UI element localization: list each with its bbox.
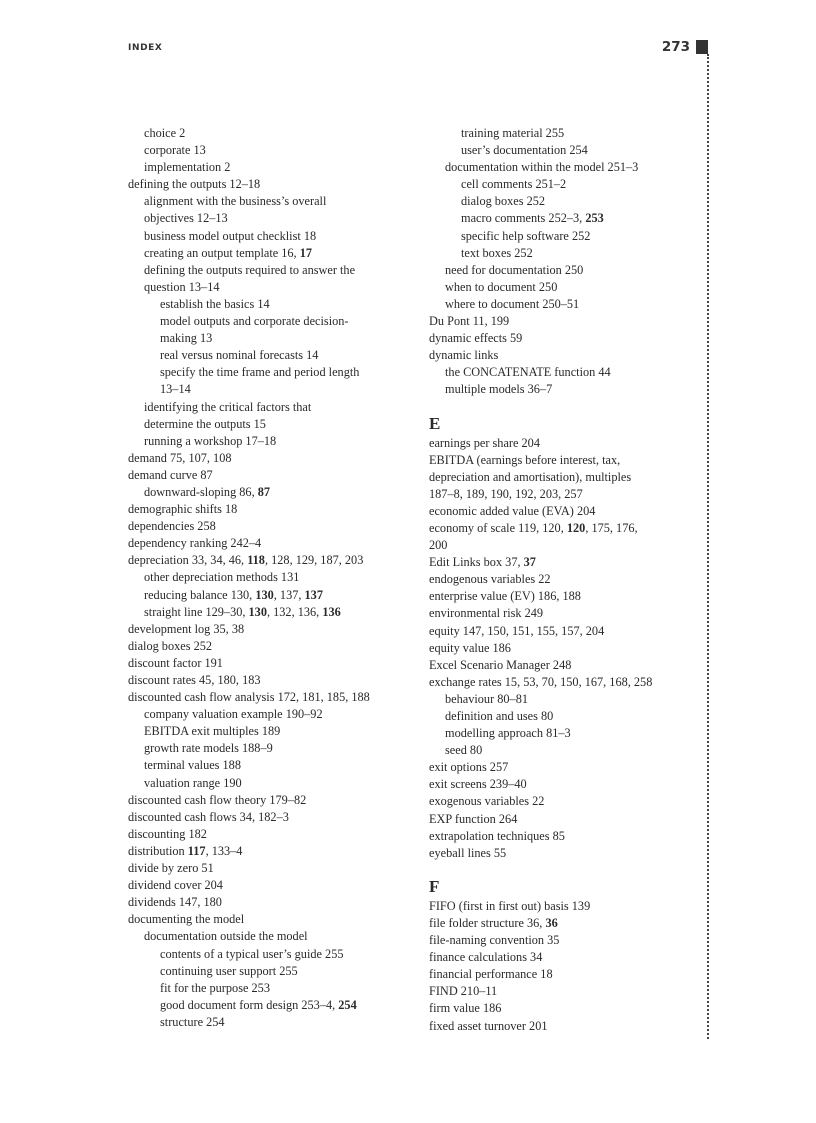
index-entry-text: demand 75, 107, 108 bbox=[128, 450, 232, 465]
index-entry-text: , 133–4 bbox=[205, 843, 243, 858]
index-page-ref-bold: 117 bbox=[187, 843, 206, 858]
index-entry-text: demographic shifts 18 bbox=[128, 502, 238, 517]
running-head: INDEX bbox=[128, 43, 163, 53]
index-entry-text: company valuation example 190–92 bbox=[144, 707, 323, 722]
index-entry bbox=[429, 915, 704, 932]
index-page-ref-bold: 87 bbox=[257, 484, 271, 499]
index-entry-text: exchange rates 15, 53, 70, 150, 167, 168, 258 bbox=[429, 674, 653, 689]
index-entry-text: discounted cash flows 34, 182–3 bbox=[128, 809, 289, 824]
index-entry bbox=[445, 279, 704, 296]
index-entry-text: dividends 147, 180 bbox=[128, 895, 222, 910]
index-entry bbox=[429, 1000, 704, 1017]
index-entry bbox=[445, 262, 704, 279]
index-entry-text: documentation outside the model bbox=[144, 929, 308, 944]
index-page-ref-bold: 136 bbox=[322, 604, 341, 619]
index-letter-heading: F bbox=[429, 876, 440, 896]
index-page-ref-bold: 137 bbox=[304, 587, 323, 602]
index-entry-text: establish the basics 14 bbox=[160, 296, 270, 311]
index-entry-text: exit screens 239–40 bbox=[429, 777, 527, 792]
index-entry-text: equity value 186 bbox=[429, 640, 511, 655]
index-entry bbox=[429, 966, 704, 983]
index-entry bbox=[128, 467, 403, 484]
index-entry-text: , 137, bbox=[273, 587, 305, 602]
index-entry-text: discounted cash flow analysis 172, 181, 185, 188 bbox=[128, 690, 370, 705]
index-entry-text: dialog boxes 252 bbox=[128, 638, 213, 653]
index-entry-text: EXP function 264 bbox=[429, 811, 518, 826]
index-entry bbox=[144, 723, 403, 740]
index-entry bbox=[144, 740, 403, 757]
index-entry bbox=[429, 588, 704, 605]
index-entry-text: determine the outputs 15 bbox=[144, 416, 266, 431]
index-entry-text: fit for the purpose 253 bbox=[160, 980, 270, 995]
index-entry bbox=[160, 963, 403, 980]
index-entry-continuation bbox=[144, 210, 403, 227]
index-entry bbox=[461, 210, 704, 227]
index-entry-text: economic added value (EVA) 204 bbox=[429, 503, 596, 518]
index-entry bbox=[429, 452, 704, 469]
index-entry-text: implementation 2 bbox=[144, 160, 231, 175]
index-entry-text: Du Pont 11, 199 bbox=[429, 314, 510, 329]
index-entry bbox=[128, 672, 403, 689]
index-entry bbox=[160, 997, 403, 1014]
index-entry bbox=[128, 552, 403, 569]
index-entry bbox=[429, 520, 704, 537]
index-entry bbox=[128, 894, 403, 911]
index-entry bbox=[128, 176, 403, 193]
index-entry bbox=[445, 296, 704, 313]
index-entry-text: , 175, 176, bbox=[585, 520, 638, 535]
index-entry-text: defining the outputs required to answer the bbox=[144, 262, 356, 277]
index-entry-text: discounting 182 bbox=[128, 826, 207, 841]
index-entry-text: exit options 257 bbox=[429, 760, 509, 775]
index-entry bbox=[429, 347, 704, 364]
index-entry bbox=[144, 125, 403, 142]
index-entry-text: continuing user support 255 bbox=[160, 963, 298, 978]
index-entry-text: discount rates 45, 180, 183 bbox=[128, 673, 261, 687]
index-entry-text: downward-sloping 86, bbox=[144, 484, 258, 499]
index-entry bbox=[429, 811, 704, 828]
index-entry-text: fixed asset turnover 201 bbox=[429, 1018, 548, 1033]
index-entry bbox=[445, 742, 704, 759]
index-entry bbox=[429, 1018, 704, 1035]
index-entry-text: FIND 210–11 bbox=[429, 984, 498, 999]
index-entry bbox=[128, 689, 403, 706]
index-entry-text: where to document 250–51 bbox=[445, 296, 580, 311]
index-entry-text: definition and uses 80 bbox=[445, 709, 554, 723]
index-entry bbox=[445, 364, 704, 381]
index-entry bbox=[160, 946, 403, 963]
index-entry-text: depreciation 33, 34, 46, bbox=[128, 553, 248, 568]
index-entry bbox=[461, 193, 704, 210]
index-entry-text: enterprise value (EV) 186, 188 bbox=[429, 589, 581, 604]
index-entry bbox=[144, 399, 403, 416]
index-entry-text: development log 35, 38 bbox=[128, 621, 245, 636]
index-entry-text: dividend cover 204 bbox=[128, 878, 223, 893]
index-entry-text: identifying the critical factors that bbox=[144, 399, 312, 414]
index-entry-text: training material 255 bbox=[461, 126, 565, 140]
index-entry-continuation bbox=[429, 486, 704, 503]
index-entry bbox=[144, 193, 403, 210]
index-entry bbox=[160, 980, 403, 997]
index-entry-text: growth rate models 188–9 bbox=[144, 741, 273, 756]
index-entry-text: the CONCATENATE function 44 bbox=[445, 365, 611, 380]
index-entry-text: depreciation and amortisation), multiples bbox=[429, 469, 632, 484]
index-entry-text: choice 2 bbox=[144, 126, 186, 140]
page-number: 273 bbox=[661, 39, 690, 55]
index-entry-text: equity 147, 150, 151, 155, 157, 204 bbox=[429, 623, 605, 638]
index-page-ref-bold: 118 bbox=[247, 553, 265, 568]
index-entry bbox=[144, 159, 403, 176]
index-entry-text: business model output checklist 18 bbox=[144, 228, 317, 243]
index-entry bbox=[144, 228, 403, 245]
index-entry bbox=[160, 347, 403, 364]
index-entry-text: 13–14 bbox=[160, 382, 191, 397]
index-entry-text: text boxes 252 bbox=[461, 245, 533, 260]
index-entry-text: real versus nominal forecasts 14 bbox=[160, 348, 319, 363]
dotted-edge-rule bbox=[707, 54, 709, 1039]
index-entry-text: structure 254 bbox=[160, 1014, 225, 1029]
index-entry-text: exogenous variables 22 bbox=[429, 794, 545, 809]
index-entry-text: running a workshop 17–18 bbox=[144, 433, 277, 448]
index-entry bbox=[461, 142, 704, 159]
thumb-tab-marker bbox=[696, 40, 708, 54]
index-entry-text: terminal values 188 bbox=[144, 758, 241, 773]
index-entry-text: , 128, 129, 187, 203 bbox=[264, 553, 364, 568]
index-entry-text: valuation range 190 bbox=[144, 775, 242, 790]
index-entry bbox=[429, 949, 704, 966]
index-entry-text: discounted cash flow theory 179–82 bbox=[128, 792, 307, 807]
index-entry-continuation bbox=[144, 416, 403, 433]
index-entry-text: objectives 12–13 bbox=[144, 211, 228, 226]
index-entry bbox=[429, 605, 704, 622]
index-page-ref-bold: 130 bbox=[255, 587, 274, 602]
index-entry-text: specify the time frame and period length bbox=[160, 365, 360, 380]
index-entry bbox=[429, 623, 704, 640]
index-entry-text: file folder structure 36, bbox=[429, 915, 546, 930]
index-entry bbox=[429, 503, 704, 520]
index-entry-text: corporate 13 bbox=[144, 143, 206, 158]
index-entry bbox=[445, 708, 704, 725]
index-entry bbox=[128, 518, 403, 535]
index-entry-text: 187–8, 189, 190, 192, 203, 257 bbox=[429, 486, 583, 501]
index-entry bbox=[160, 1014, 403, 1031]
index-entry bbox=[144, 928, 403, 945]
index-entry-text: creating an output template 16, bbox=[144, 245, 300, 260]
index-entry-text: contents of a typical user’s guide 255 bbox=[160, 946, 344, 961]
index-entry-text: user’s documentation 254 bbox=[461, 143, 588, 158]
index-entry bbox=[144, 775, 403, 792]
index-letter-heading: E bbox=[429, 413, 441, 433]
index-entry-text: finance calculations 34 bbox=[429, 950, 543, 965]
index-entry-text: dependency ranking 242–4 bbox=[128, 536, 262, 551]
index-entry-text: 200 bbox=[429, 538, 448, 553]
index-entry bbox=[144, 245, 403, 262]
index-entry-text: behaviour 80–81 bbox=[445, 691, 528, 706]
index-entry-text: good document form design 253–4, bbox=[160, 997, 339, 1012]
index-entry bbox=[445, 159, 704, 176]
index-entry-text: EBITDA exit multiples 189 bbox=[144, 724, 281, 739]
index-entry bbox=[144, 262, 403, 279]
index-page-ref-bold: 17 bbox=[299, 245, 313, 260]
index-entry-text: macro comments 252–3, bbox=[461, 211, 586, 226]
index-entry bbox=[128, 809, 403, 826]
index-entry-continuation bbox=[160, 381, 403, 398]
index-entry bbox=[429, 793, 704, 810]
index-entry-text: other depreciation methods 131 bbox=[144, 570, 300, 585]
index-entry-text: Excel Scenario Manager 248 bbox=[429, 657, 572, 672]
index-entry bbox=[128, 792, 403, 809]
index-entry bbox=[461, 176, 704, 193]
index-entry-text: demand curve 87 bbox=[128, 467, 213, 482]
index-entry bbox=[445, 725, 704, 742]
index-page-ref-bold: 37 bbox=[523, 555, 536, 570]
index-entry-text: extrapolation techniques 85 bbox=[429, 828, 565, 843]
index-entry-text: need for documentation 250 bbox=[445, 262, 584, 277]
index-entry bbox=[144, 706, 403, 723]
index-entry-text: multiple models 36–7 bbox=[445, 382, 553, 397]
index-page-ref-bold: 253 bbox=[585, 211, 604, 226]
index-entry bbox=[429, 983, 704, 1000]
index-entry-text: cell comments 251–2 bbox=[461, 177, 567, 192]
index-entry-text: earnings per share 204 bbox=[429, 435, 540, 450]
index-entry-text: endogenous variables 22 bbox=[429, 572, 551, 587]
index-entry-text: dynamic effects 59 bbox=[429, 331, 523, 346]
index-entry bbox=[429, 435, 704, 452]
index-entry-continuation bbox=[144, 279, 403, 296]
index-entry bbox=[429, 313, 704, 330]
index-page-ref-bold: 254 bbox=[338, 997, 357, 1012]
index-entry-text: making 13 bbox=[160, 331, 213, 346]
index-entry bbox=[445, 691, 704, 708]
index-entry bbox=[128, 501, 403, 518]
index-entry bbox=[461, 245, 704, 262]
index-entry-text: financial performance 18 bbox=[429, 967, 553, 982]
index-column-left bbox=[128, 125, 403, 1031]
index-entry bbox=[128, 621, 403, 638]
index-entry-text: seed 80 bbox=[445, 743, 483, 758]
index-entry-text: firm value 186 bbox=[429, 1001, 502, 1016]
index-entry bbox=[144, 484, 403, 501]
index-entry bbox=[461, 125, 704, 142]
index-entry-text: divide by zero 51 bbox=[128, 861, 214, 876]
index-entry-text: alignment with the business’s overall bbox=[144, 194, 327, 209]
index-entry bbox=[429, 657, 704, 674]
index-entry bbox=[128, 638, 403, 655]
index-entry bbox=[429, 759, 704, 776]
index-entry bbox=[144, 604, 403, 621]
index-entry bbox=[144, 142, 403, 159]
index-entry-text: , 132, 136, bbox=[266, 604, 323, 619]
index-entry-text: defining the outputs 12–18 bbox=[128, 177, 261, 192]
index-entry bbox=[461, 228, 704, 245]
index-entry-text: documenting the model bbox=[128, 912, 245, 927]
index-entry-text: dependencies 258 bbox=[128, 519, 216, 534]
index-entry-text: straight line 129–30, bbox=[144, 604, 249, 619]
index-entry bbox=[429, 674, 704, 691]
index-page-ref-bold: 36 bbox=[545, 915, 558, 930]
index-column-right bbox=[429, 125, 704, 1035]
index-entry bbox=[160, 313, 403, 330]
index-entry bbox=[429, 571, 704, 588]
index-entry-text: environmental risk 249 bbox=[429, 606, 544, 621]
index-entry bbox=[144, 587, 403, 604]
index-entry-continuation bbox=[160, 330, 403, 347]
index-entry bbox=[429, 776, 704, 793]
index-entry bbox=[429, 932, 704, 949]
index-entry bbox=[128, 877, 403, 894]
index-entry bbox=[429, 330, 704, 347]
index-entry bbox=[429, 828, 704, 845]
index-entry-text: specific help software 252 bbox=[461, 228, 591, 243]
index-entry-text: eyeball lines 55 bbox=[429, 845, 507, 860]
index-entry-text: Edit Links box 37, bbox=[429, 555, 524, 570]
index-entry bbox=[429, 640, 704, 657]
index-entry bbox=[429, 845, 704, 862]
index-entry bbox=[160, 296, 403, 313]
index-entry bbox=[128, 450, 403, 467]
index-entry-text: dialog boxes 252 bbox=[461, 194, 546, 209]
index-entry-text: economy of scale 119, 120, bbox=[429, 520, 567, 535]
index-entry bbox=[128, 843, 403, 860]
index-entry-text: question 13–14 bbox=[144, 279, 220, 294]
index-entry bbox=[144, 433, 403, 450]
index-entry-text: distribution bbox=[128, 843, 188, 858]
index-entry bbox=[128, 826, 403, 843]
index-entry bbox=[128, 860, 403, 877]
index-entry-text: model outputs and corporate decision- bbox=[160, 314, 349, 329]
index-entry-text: file-naming convention 35 bbox=[429, 933, 560, 948]
index-entry-continuation bbox=[429, 537, 704, 554]
index-entry bbox=[144, 757, 403, 774]
index-entry bbox=[128, 911, 403, 928]
index-entry-text: discount factor 191 bbox=[128, 655, 223, 670]
index-page-ref-bold: 130 bbox=[248, 604, 267, 619]
index-entry bbox=[429, 898, 704, 915]
index-entry bbox=[128, 535, 403, 552]
index-entry bbox=[144, 569, 403, 586]
index-entry-text: dynamic links bbox=[429, 348, 499, 363]
index-entry-text: when to document 250 bbox=[445, 279, 558, 294]
index-entry-text: EBITDA (earnings before interest, tax, bbox=[429, 452, 621, 467]
index-entry-text: reducing balance 130, bbox=[144, 587, 256, 602]
index-entry-text: documentation within the model 251–3 bbox=[445, 160, 639, 175]
index-entry bbox=[445, 381, 704, 398]
index-entry bbox=[128, 655, 403, 672]
index-entry-text: modelling approach 81–3 bbox=[445, 726, 571, 741]
index-page-ref-bold: 120 bbox=[566, 520, 586, 535]
index-entry-continuation bbox=[429, 469, 704, 486]
index-entry-text: FIFO (first in first out) basis 139 bbox=[429, 898, 591, 913]
index-entry bbox=[160, 364, 403, 381]
index-entry bbox=[429, 554, 704, 571]
